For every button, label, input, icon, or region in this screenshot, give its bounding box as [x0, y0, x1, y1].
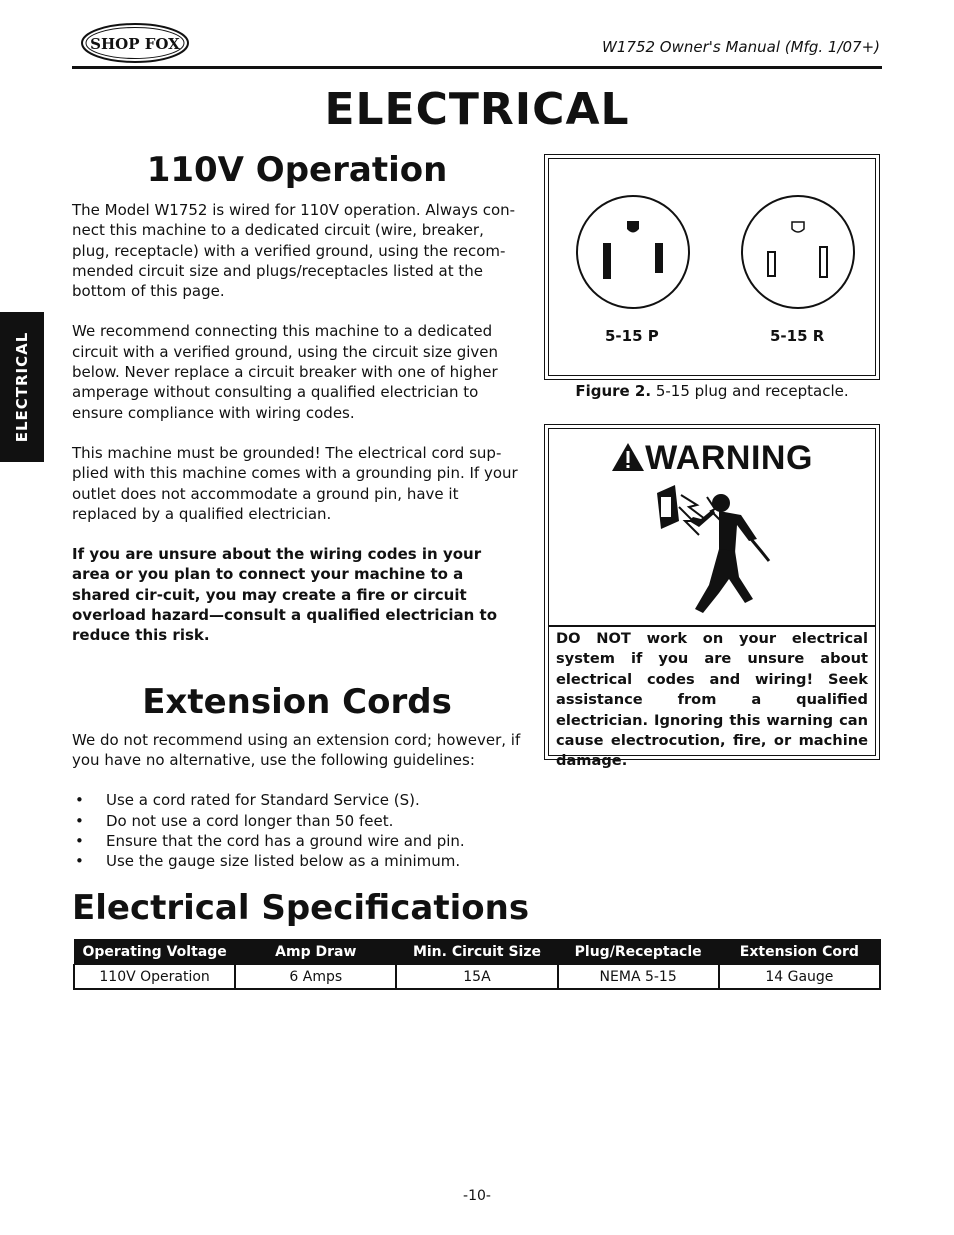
warning-header	[549, 439, 875, 478]
electrical-specifications-table	[73, 939, 881, 990]
section-heading-electrical-specifications: Electrical Specifications	[72, 888, 530, 928]
column-header: Extension Cord	[719, 940, 880, 965]
figure-caption	[544, 382, 880, 400]
warning-text: DO NOT work on your electrical system if you are unsure about electrical codes and wiring! Seek assistance from a qualified electrician. Ignoring this warning can cause electrocution, fire, or machine damage.	[556, 630, 868, 770]
plug-receptacle-illustration	[549, 159, 875, 375]
left-column	[72, 148, 522, 871]
shop-fox-logo	[80, 22, 190, 64]
paragraph-grounding: This machine must be grounded! The electrical cord sup-plied with this machine comes with a grounding pin. If your outlet does not accommodate a ground pin, have it replaced by a qualified electrician.	[72, 443, 518, 523]
text-line: plug, receptacle) with a verified ground, using the recom-	[72, 241, 506, 260]
paragraph-110v-intro	[72, 200, 522, 301]
svg-text:SHOP FOX: SHOP FOX	[90, 35, 180, 53]
figure-caption-text: 5-15 plug and receptacle.	[651, 382, 849, 400]
warning-triangle-icon	[611, 442, 645, 472]
table-cell: NEMA 5-15	[558, 965, 719, 990]
side-tab-label: ELECTRICAL	[13, 331, 31, 443]
list-item: • Use the gauge size listed below as a minimum.	[72, 851, 522, 871]
warning-box	[544, 424, 880, 770]
text-line: The Model W1752 is wired for 110V operation. Always con-	[72, 201, 516, 219]
warning-title: WARNING	[645, 439, 813, 477]
warning-divider	[549, 625, 875, 627]
section-heading-110v: 110V Operation	[146, 150, 448, 190]
paragraph-wiring-warning: If you are unsure about the wiring codes in your area or you plan to connect your machine to a shared cir-cuit, you may create a fire or circuit overload hazard—consult a qualified electrician to reduce this risk.	[72, 545, 498, 645]
section-side-tab	[0, 312, 44, 462]
page-number: -10-	[463, 1188, 491, 1204]
receptacle-label: 5-15 R	[770, 327, 825, 345]
column-header: Amp Draw	[235, 940, 396, 965]
text-line: nect this machine to a dedicated circuit (wire, breaker,	[72, 221, 484, 240]
table-cell: 6 Amps	[235, 965, 396, 990]
list-item: • Use a cord rated for Standard Service (S).	[72, 790, 522, 810]
list-item: • Do not use a cord longer than 50 feet.	[72, 811, 522, 831]
paragraph-dedicated-circuit: We recommend connecting this machine to a dedicated circuit with a verified ground, using the circuit size given below. Never replace a circuit breaker with one of higher amperage without consulting a qualified electrician to ensure compliance with wiring codes.	[72, 322, 499, 422]
warning-frame	[548, 428, 876, 770]
page-title: ELECTRICAL	[324, 84, 630, 135]
column-header: Operating Voltage	[74, 940, 235, 965]
table-row	[74, 965, 880, 990]
table-cell: 14 Gauge	[719, 965, 880, 990]
header-divider	[72, 66, 882, 69]
plug-figure	[544, 154, 880, 380]
figure-frame	[548, 158, 876, 376]
column-header: Min. Circuit Size	[396, 940, 557, 965]
column-header: Plug/Receptacle	[558, 940, 719, 965]
manual-title: W1752 Owner's Manual (Mfg. 1/07+)	[602, 38, 880, 56]
extension-guidelines-list	[72, 790, 522, 871]
table-cell: 15A	[396, 965, 557, 990]
figure-number: Figure 2.	[575, 382, 652, 400]
electrocution-icon	[649, 481, 789, 621]
text-line: bottom of this page.	[72, 282, 225, 301]
paragraph-extension-intro: We do not recommend using an extension cord; however, if you have no alternative, use the following guidelines:	[72, 730, 521, 769]
text-line: mended circuit size and plugs/receptacles listed at the	[72, 261, 484, 280]
plug-label: 5-15 P	[605, 327, 659, 345]
list-item: • Ensure that the cord has a ground wire and pin.	[72, 831, 522, 851]
section-heading-extension-cords: Extension Cords	[142, 681, 452, 722]
table-cell: 110V Operation	[74, 965, 235, 990]
table-header-row	[74, 940, 880, 965]
